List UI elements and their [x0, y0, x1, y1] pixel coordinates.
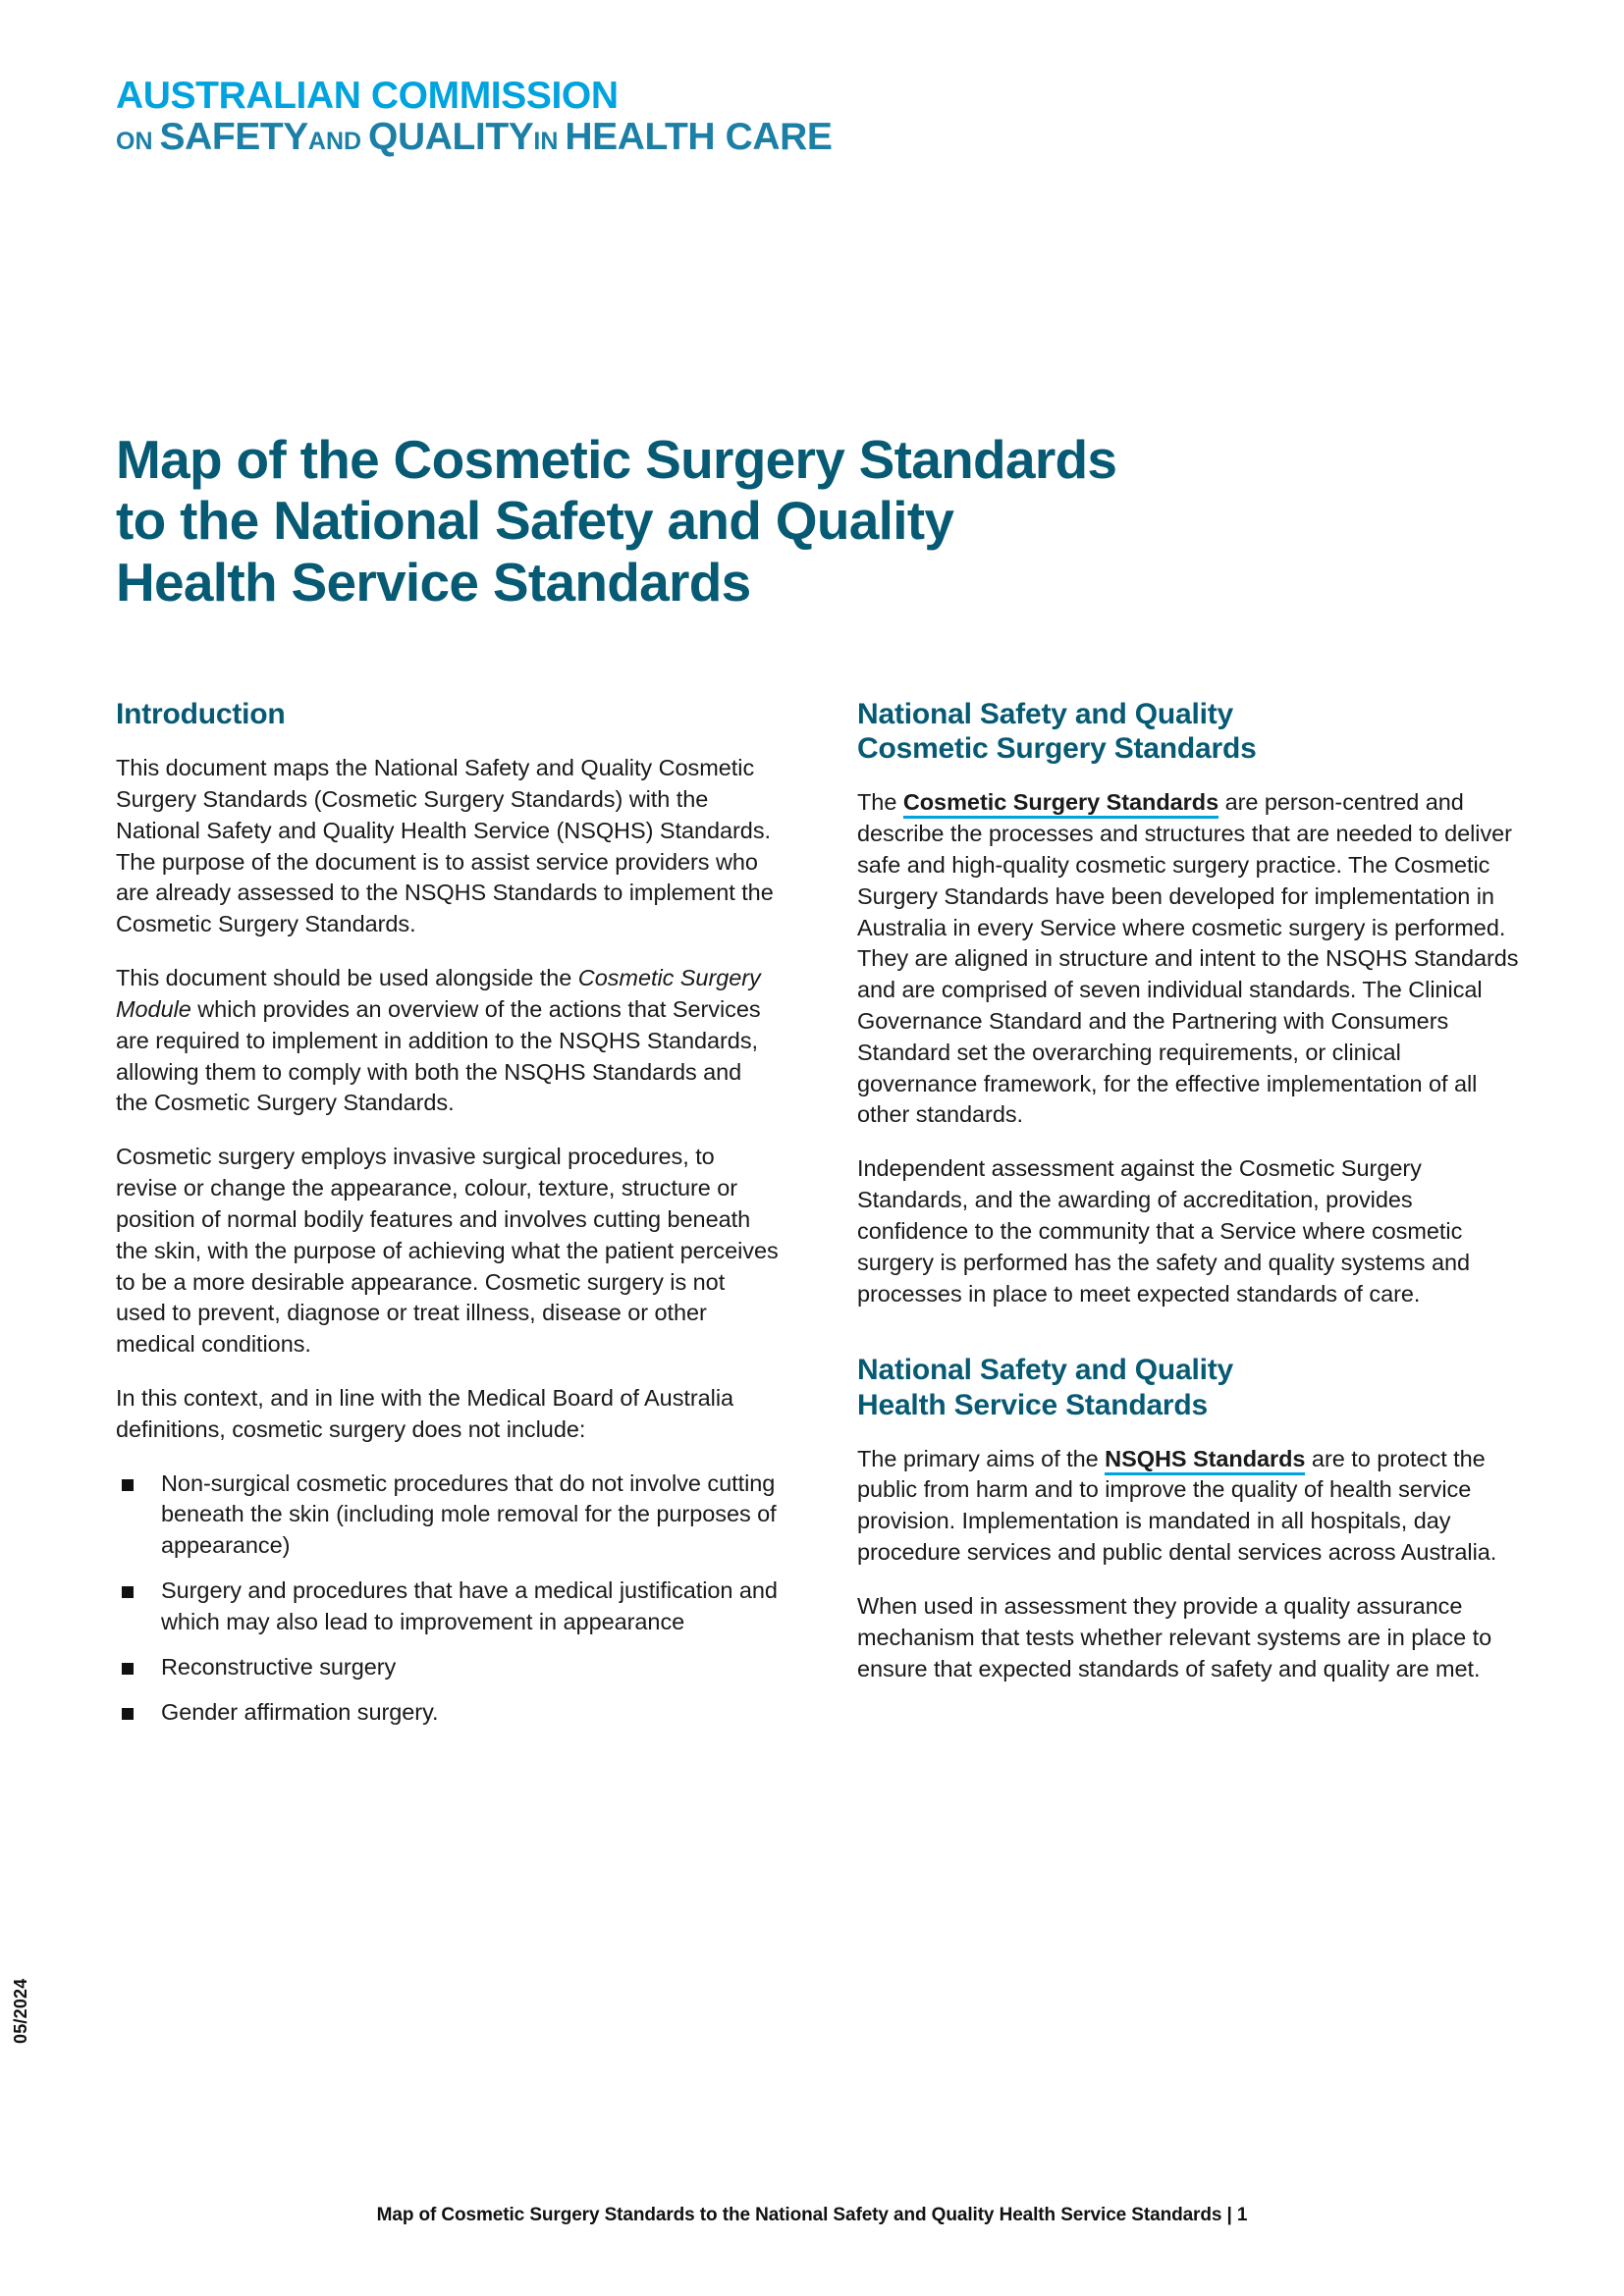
intro-paragraph-2	[116, 963, 779, 1119]
heading-cs-line-2: Cosmetic Surgery Standards	[857, 732, 1257, 766]
page-title	[116, 429, 1520, 613]
intro-p2-after: which provides an overview of the actions that Services are required to implement in addition to the NSQHS Standards, allowing them to comply with both the NSQHS Standards and the Cosmetic Surgery Standards.	[116, 995, 761, 1116]
square-bullet-icon	[122, 1708, 134, 1720]
logo-word-on: ON	[116, 127, 160, 155]
left-column	[116, 697, 779, 1728]
logo-word-healthcare: HEALTH CARE	[565, 115, 833, 158]
heading-nsqhs-line-2: Health Service Standards	[857, 1388, 1209, 1421]
list-item-label: Non-surgical cosmetic procedures that do not involve cutting beneath the skin (including mole removal for the purposes of appearance)	[161, 1469, 777, 1559]
list-item	[116, 1697, 779, 1729]
cosmetic-surgery-module-title: Cosmetic Surgery Module	[116, 965, 761, 1022]
cs-paragraph-2: Independent assessment against the Cosmetic Surgery Standards, and the awarding of accreditation, provides confidence to the community that a Service where cosmetic surgery is performed has the safety and quality systems and processes in place to meet expected standards of care.	[857, 1155, 1471, 1307]
heading-nsqhs-line-1: National Safety and Quality	[857, 1354, 1234, 1387]
intro-paragraph-3: Cosmetic surgery employs invasive surgical procedures, to revise or change the appearance, colour, texture, structure or position of normal bodily features and involves cutting beneath the skin, with the purpose of achieving what the patient perceives to be a more desirable appearance. Cosmetic surgery is not used to prevent, diagnose or treat illness, disease or other medical conditions.	[116, 1144, 779, 1358]
page-title-line-1: Map of the Cosmetic Surgery Standards	[116, 428, 1117, 490]
square-bullet-icon	[122, 1586, 134, 1598]
intro-p2-before: This document should be used alongside the	[116, 965, 578, 991]
cosmetic-surgery-standards-link[interactable]: Cosmetic Surgery Standards	[903, 789, 1218, 819]
page-title-line-2: to the National Safety and Quality	[116, 490, 954, 552]
nsqhs-paragraph-2: When used in assessment they provide a quality assurance mechanism that tests whether relevant systems are in place to ensure that expected standards of safety and quality are met.	[857, 1592, 1492, 1682]
exclusions-list	[116, 1468, 779, 1729]
nsqhs-p1-before: The primary aims of the	[857, 1445, 1106, 1471]
logo-word-and: AND	[307, 127, 369, 155]
nsqhs-standards-link[interactable]: NSQHS Standards	[1105, 1446, 1305, 1475]
right-column	[857, 697, 1520, 1728]
logo-line-2	[116, 115, 1000, 158]
logo-word-safety: SAFETY	[159, 115, 308, 158]
logo-word-in: IN	[533, 127, 566, 155]
list-item	[116, 1468, 779, 1562]
nsqhs-paragraph-1	[857, 1444, 1520, 1569]
heading-nsqhs-standards	[857, 1353, 1520, 1421]
footer-page-number: 1	[1236, 2205, 1248, 2225]
nsqhs-p1-after: are to protect the public from harm and to improve the quality of health service provision. Implementation is mandated in all hospitals, day procedure services and public dental services across Australia.	[857, 1445, 1497, 1566]
list-item	[116, 1652, 779, 1683]
square-bullet-icon	[122, 1663, 134, 1675]
list-item-label: Reconstructive surgery	[161, 1653, 397, 1680]
heading-introduction: Introduction	[116, 698, 286, 730]
list-item	[116, 1575, 779, 1638]
footer-separator: |	[1221, 2205, 1237, 2225]
cs-p1-after: are person-centred and describe the processes and structures that are needed to deliver safe and high-quality cosmetic surgery practice. The Cosmetic Surgery Standards have been developed for implementation in Australia in every Service where cosmetic surgery is performed. They are aligned in structure and intent to the NSQHS Standards and are comprised of seven individual standards. The Clinical Governance Standard and the Partnering with Consumers Standard set the overarching requirements, or clinical governance framework, for the effective implementation of all other standards.	[857, 789, 1519, 1128]
logo-word-quality: QUALITY	[368, 115, 534, 158]
page-title-line-3: Health Service Standards	[116, 551, 751, 613]
footer-title: Map of Cosmetic Surgery Standards to the National Safety and Quality Health Service Standards	[376, 2205, 1222, 2225]
square-bullet-icon	[122, 1479, 134, 1491]
commission-logo	[116, 77, 1000, 157]
heading-cosmetic-surgery-standards	[857, 697, 1520, 766]
intro-paragraph-4: In this context, and in line with the Medical Board of Australia definitions, cosmetic surgery does not include:	[116, 1385, 734, 1442]
cs-p1-before: The	[857, 789, 903, 816]
cs-paragraph-1	[857, 787, 1520, 1131]
publication-date-vertical: 05/2024	[11, 1978, 30, 2044]
heading-cs-line-1: National Safety and Quality	[857, 698, 1234, 730]
logo-line-1: AUSTRALIAN COMMISSION	[116, 75, 619, 117]
list-item-label: Gender affirmation surgery.	[161, 1698, 439, 1725]
content-columns	[116, 697, 1520, 1728]
page-footer	[0, 2205, 1624, 2226]
intro-paragraph-1: This document maps the National Safety and Quality Cosmetic Surgery Standards (Cosmetic Surgery Standards) with the National Safety and Quality Health Service (NSQHS) Standards. The purpose of the document is to assist service providers who are already assessed to the NSQHS Standards to implement the Cosmetic Surgery Standards.	[116, 755, 774, 937]
list-item-label: Surgery and procedures that have a medical justification and which may also lead to improvement in appearance	[161, 1577, 778, 1634]
